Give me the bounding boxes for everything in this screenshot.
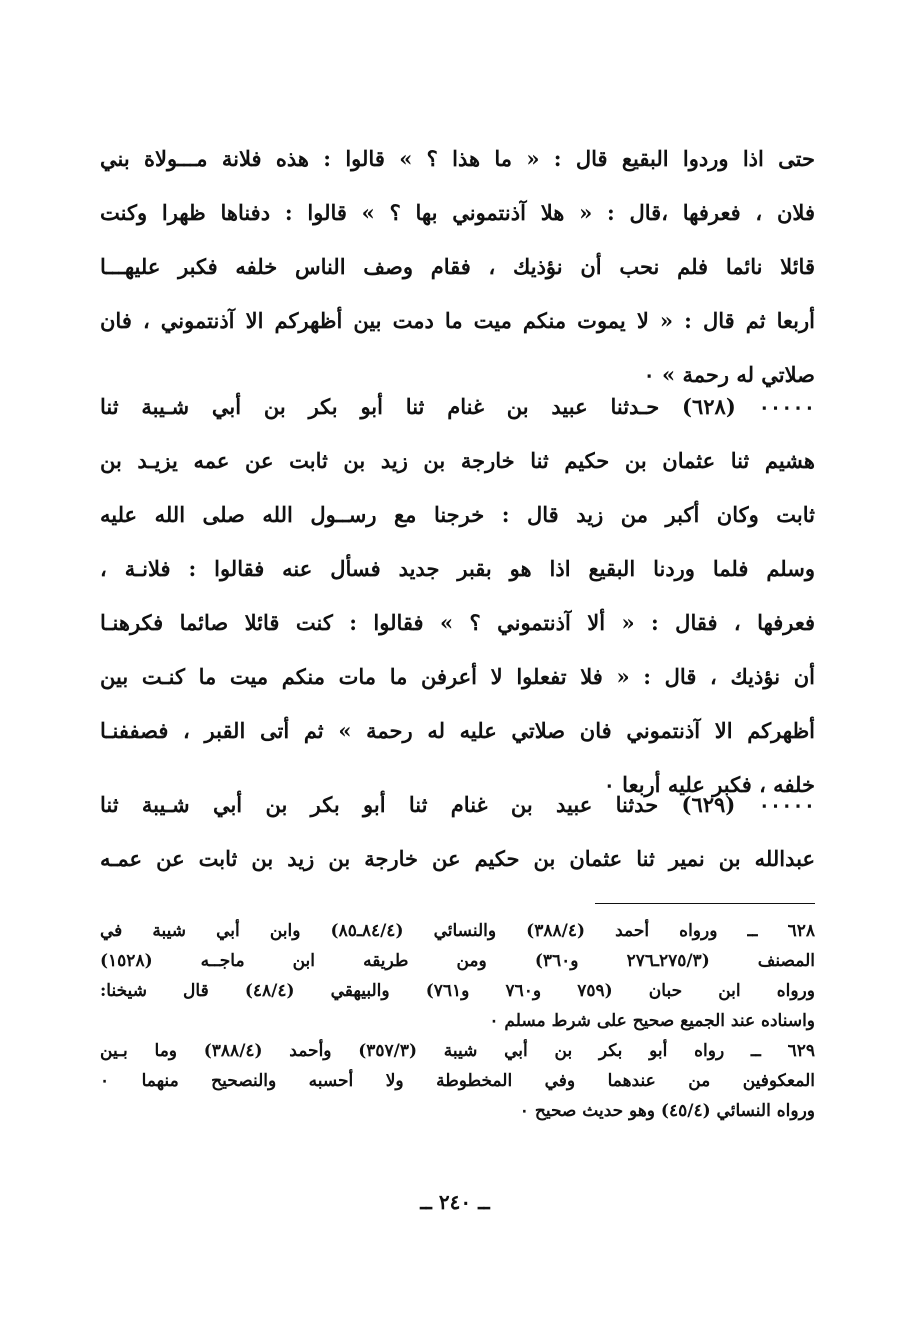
text-line: فعرفها ، فقال : « ألا آذنتموني ؟ » فقالوا : كنت قائلا صائما فكرهنـا	[100, 610, 815, 635]
paragraph-1	[100, 132, 815, 402]
text-line: أن نؤذيك ، قال : « فلا تفعلوا لا أعرفن ما مات منكم ميت ما كنـت بين	[100, 664, 815, 689]
text-line: صلاتي له رحمة » ٠	[643, 362, 815, 387]
text-line: وسلم فلما وردنا البقيع اذا هو بقبر جديد فسأل عنه فقالوا : فلانـة ،	[100, 556, 815, 581]
text-line: عبدالله بن نمير ثنا عثمان بن حكيم عن خارجة بن زيد بن ثابت عن عمـه	[100, 846, 815, 871]
text-line: حتى اذا وردوا البقيع قال : « ما هذا ؟ » قالوا : هذه فلانة مـــولاة بني	[100, 146, 815, 171]
text-line: ٠٠٠٠٠ (٦٢٩) حدثنا عبيد بن غنام ثنا أبو بكر بن أبي شـيبة ثنا	[100, 792, 815, 817]
footnote-629	[100, 1036, 815, 1126]
text-line: أظهركم الا آذنتموني فان صلاتي عليه له رحمة » ثم أتى القبر ، فصففنـا	[100, 718, 815, 743]
text-line: ثابت وكان أكبر من زيد قال : خرجنا مع رســول الله صلى الله عليه	[100, 502, 815, 527]
paragraph-2	[100, 380, 815, 812]
footnote-line: ورواه ابن حبان (٧٥٩ و٧٦٠ و٧٦١) والبيهقي (٤٨/٤) قال شيخنا:	[100, 981, 815, 1001]
text-line: فلان ، فعرفها ،قال : « هلا آذنتموني بها ؟ » قالوا : دفناها ظهرا وكنت	[100, 200, 815, 225]
footnote-separator	[595, 903, 815, 904]
footnote-line: ورواه النسائي (٤٥/٤) وهو حديث صحيح ٠	[519, 1101, 815, 1121]
footnote-line: المصنف (٢٧٥/٣ـ٢٧٦ و٣٦٠) ومن طريقه ابن ماجــه (١٥٢٨)	[100, 951, 815, 971]
paragraph-3	[100, 778, 815, 886]
footnote-line: ٦٢٨ ــ ورواه أحمد (٣٨٨/٤) والنسائي (٨٤/٤ـ٨٥) وابن أبي شيبة في	[100, 921, 815, 941]
text-line: خلفه ، فكبر عليه أربعا ٠	[603, 772, 815, 797]
footnotes	[100, 916, 815, 1126]
text-line: أربعا ثم قال : « لا يموت منكم ميت ما دمت بين أظهركم الا آذنتموني ، فان	[100, 308, 815, 333]
page-number: ــ ٢٤٠ ــ	[420, 1190, 490, 1214]
footnote-line: المعكوفين من عندهما وفي المخطوطة ولا أحسبه والنصحيح منهما ٠	[100, 1071, 815, 1091]
text-line: ٠٠٠٠٠ (٦٢٨) حـدثنا عبيد بن غنام ثنا أبو بكر بن أبي شـيبة ثنا	[100, 394, 815, 419]
footnote-line: ٦٢٩ ــ رواه أبو بكر بن أبي شيبة (٣٥٧/٣) وأحمد (٣٨٨/٤) وما بـين	[100, 1041, 815, 1061]
text-line: هشيم ثنا عثمان بن حكيم ثنا خارجة بن زيد بن ثابت عن عمه يزيـد بن	[100, 448, 815, 473]
text-line: قائلا نائما فلم نحب أن نؤذيك ، فقام وصف الناس خلفه فكبر عليهـــا	[100, 254, 815, 279]
footnote-628	[100, 916, 815, 1036]
footnote-line: واسناده عند الجميع صحيح على شرط مسلم ٠	[489, 1011, 815, 1031]
